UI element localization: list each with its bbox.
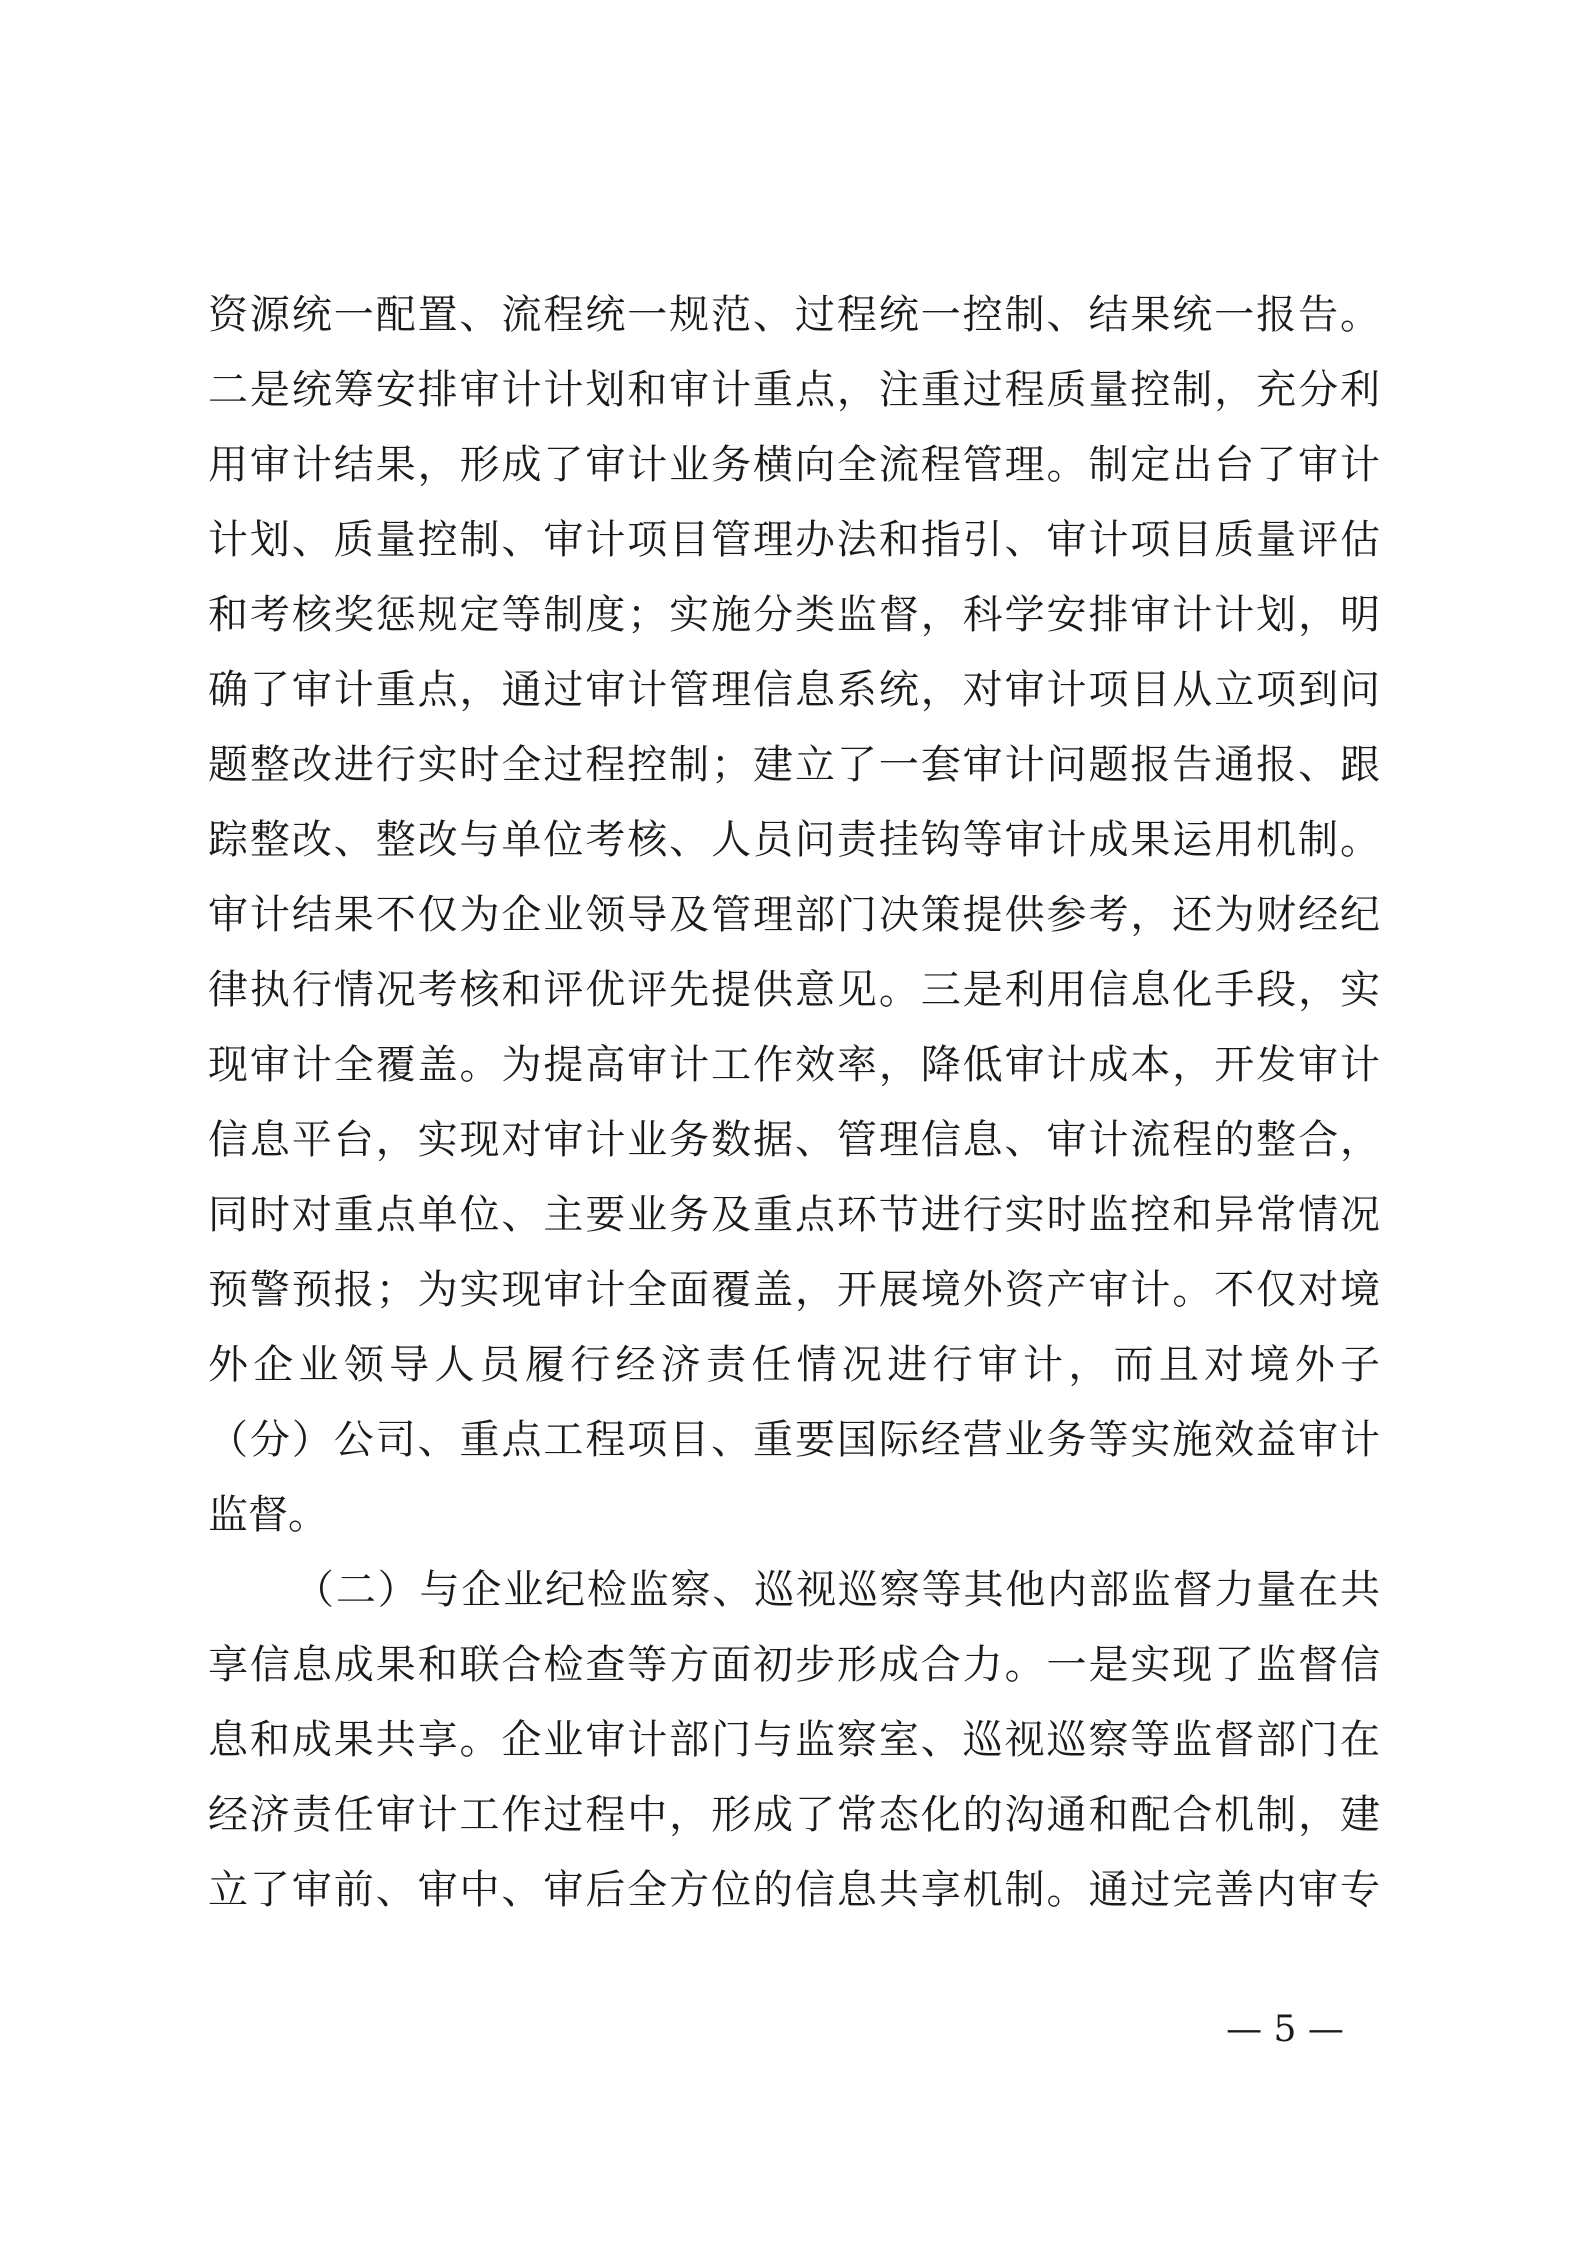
text-line: 和考核奖惩规定等制度；实施分类监督，科学安排审计计划，明: [208, 592, 1380, 638]
text-line: 资源统一配置、流程统一规范、过程统一控制、结果统一报告。: [208, 292, 1380, 338]
page-number: — 5 —: [1226, 2009, 1344, 2050]
text-line: 监督。: [208, 1492, 328, 1538]
text-line: 题整改进行实时全过程控制；建立了一套审计问题报告通报、跟: [208, 742, 1380, 788]
text-line: 二是统筹安排审计计划和审计重点，注重过程质量控制，充分利: [208, 367, 1380, 413]
text-line: 立了审前、审中、审后全方位的信息共享机制。通过完善内审专: [208, 1867, 1380, 1913]
text-line: 确了审计重点，通过审计管理信息系统，对审计项目从立项到问: [208, 667, 1380, 713]
text-line: 享信息成果和联合检查等方面初步形成合力。一是实现了监督信: [208, 1642, 1380, 1688]
text-line: 预警预报；为实现审计全面覆盖，开展境外资产审计。不仅对境: [208, 1267, 1380, 1313]
text-line: 经济责任审计工作过程中，形成了常态化的沟通和配合机制，建: [208, 1792, 1380, 1838]
text-line: 信息平台，实现对审计业务数据、管理信息、审计流程的整合，: [208, 1117, 1380, 1163]
text-line: 息和成果共享。企业审计部门与监察室、巡视巡察等监督部门在: [208, 1717, 1380, 1763]
text-line: 计划、质量控制、审计项目管理办法和指引、审计项目质量评估: [208, 517, 1380, 563]
text-line: （分）公司、重点工程项目、重要国际经营业务等实施效益审计: [208, 1417, 1380, 1463]
text-line: 现审计全覆盖。为提高审计工作效率，降低审计成本，开发审计: [208, 1042, 1380, 1088]
text-line: 律执行情况考核和评优评先提供意见。三是利用信息化手段，实: [208, 967, 1380, 1013]
text-line: 审计结果不仅为企业领导及管理部门决策提供参考，还为财经纪: [208, 892, 1380, 938]
text-line: 踪整改、整改与单位考核、人员问责挂钩等审计成果运用机制。: [208, 817, 1380, 863]
text-line: 用审计结果，形成了审计业务横向全流程管理。制定出台了审计: [208, 442, 1380, 488]
section-heading-line: （二）与企业纪检监察、巡视巡察等其他内部监督力量在共: [294, 1567, 1380, 1613]
body-text: [208, 278, 1380, 1928]
text-line: 外企业领导人员履行经济责任情况进行审计，而且对境外子: [208, 1342, 1380, 1388]
text-line: 同时对重点单位、主要业务及重点环节进行实时监控和异常情况: [208, 1192, 1380, 1238]
